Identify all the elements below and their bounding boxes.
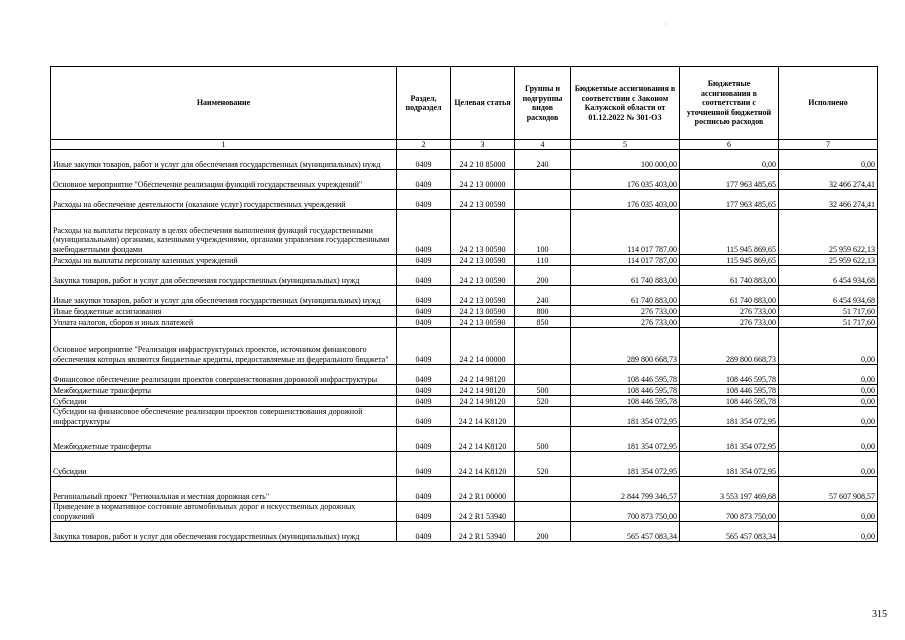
table-row bbox=[51, 266, 878, 286]
row-expense-group: 800 bbox=[515, 306, 571, 317]
row-expense-group: 240 bbox=[515, 286, 571, 306]
row-section: 0409 bbox=[397, 365, 451, 385]
budget-table-sheet bbox=[50, 66, 877, 542]
row-target-article: 24 2 14 00000 bbox=[451, 328, 515, 365]
row-plan-amount: 115 945 869,65 bbox=[680, 255, 779, 266]
row-executed-amount: 57 607 908,57 bbox=[779, 477, 878, 502]
table-row bbox=[51, 477, 878, 502]
table-row bbox=[51, 365, 878, 385]
row-expense-group bbox=[515, 190, 571, 210]
row-law-amount: 108 446 595,78 bbox=[571, 365, 680, 385]
row-law-amount: 100 000,00 bbox=[571, 150, 680, 170]
row-section: 0409 bbox=[397, 396, 451, 407]
row-expense-group bbox=[515, 170, 571, 190]
row-executed-amount: 0,00 bbox=[779, 502, 878, 522]
row-plan-amount: 177 963 485,65 bbox=[680, 170, 779, 190]
row-law-amount: 108 446 595,78 bbox=[571, 396, 680, 407]
header-target-article: Целевая статья bbox=[451, 67, 515, 140]
row-target-article: 24 2 14 K8120 bbox=[451, 452, 515, 477]
row-target-article: 24 2 R1 53940 bbox=[451, 502, 515, 522]
row-plan-amount: 276 733,00 bbox=[680, 306, 779, 317]
row-name: Иные закупки товаров, работ и услуг для обеспечения государственных (муниципальных) нужд bbox=[51, 150, 397, 170]
column-number: 3 bbox=[451, 140, 515, 150]
row-plan-amount: 61 740 883,00 bbox=[680, 286, 779, 306]
row-name: Субсидии bbox=[51, 452, 397, 477]
row-section: 0409 bbox=[397, 150, 451, 170]
row-law-amount: 181 354 072,95 bbox=[571, 427, 680, 452]
table-row bbox=[51, 286, 878, 306]
row-plan-amount: 61 740 883,00 bbox=[680, 266, 779, 286]
table-row bbox=[51, 210, 878, 255]
table-row bbox=[51, 306, 878, 317]
row-section: 0409 bbox=[397, 427, 451, 452]
table-row bbox=[51, 385, 878, 396]
row-plan-amount: 108 446 595,78 bbox=[680, 396, 779, 407]
row-plan-amount: 3 553 197 469,68 bbox=[680, 477, 779, 502]
row-executed-amount: 0,00 bbox=[779, 150, 878, 170]
row-law-amount: 289 800 668,73 bbox=[571, 328, 680, 365]
row-law-amount: 61 740 883,00 bbox=[571, 266, 680, 286]
row-name: Иные закупки товаров, работ и услуг для обеспечения государственных (муниципальных) нужд bbox=[51, 286, 397, 306]
column-number: 4 bbox=[515, 140, 571, 150]
row-section: 0409 bbox=[397, 522, 451, 542]
row-executed-amount: 0,00 bbox=[779, 427, 878, 452]
row-section: 0409 bbox=[397, 255, 451, 266]
table-row bbox=[51, 328, 878, 365]
row-executed-amount: 51 717,60 bbox=[779, 306, 878, 317]
row-law-amount: 114 017 787,00 bbox=[571, 255, 680, 266]
row-plan-amount: 181 354 072,95 bbox=[680, 407, 779, 427]
row-section: 0409 bbox=[397, 190, 451, 210]
row-law-amount: 700 873 750,00 bbox=[571, 502, 680, 522]
row-name: Межбюджетные трансферты bbox=[51, 385, 397, 396]
row-expense-group bbox=[515, 477, 571, 502]
header-name: Наименование bbox=[51, 67, 397, 140]
row-expense-group: 850 bbox=[515, 317, 571, 328]
row-expense-group: 500 bbox=[515, 427, 571, 452]
row-target-article: 24 2 13 00590 bbox=[451, 286, 515, 306]
table-row bbox=[51, 427, 878, 452]
table-row bbox=[51, 502, 878, 522]
row-plan-amount: 177 963 485,65 bbox=[680, 190, 779, 210]
row-executed-amount: 32 466 274,41 bbox=[779, 170, 878, 190]
row-section: 0409 bbox=[397, 306, 451, 317]
row-target-article: 24 2 14 K8120 bbox=[451, 407, 515, 427]
column-number: 2 bbox=[397, 140, 451, 150]
row-law-amount: 114 017 787,00 bbox=[571, 210, 680, 255]
row-law-amount: 108 446 595,78 bbox=[571, 385, 680, 396]
row-target-article: 24 2 R1 53940 bbox=[451, 522, 515, 542]
row-plan-amount: 108 446 595,78 bbox=[680, 365, 779, 385]
row-section: 0409 bbox=[397, 328, 451, 365]
row-section: 0409 bbox=[397, 502, 451, 522]
row-target-article: 24 2 13 00590 bbox=[451, 266, 515, 286]
row-target-article: 24 2 13 00590 bbox=[451, 255, 515, 266]
row-name: Субсидии на финансовое обеспечение реализации проектов совершенствования дорожной инфраструктуры bbox=[51, 407, 397, 427]
row-section: 0409 bbox=[397, 477, 451, 502]
table-row bbox=[51, 255, 878, 266]
table-row bbox=[51, 396, 878, 407]
page-number: 315 bbox=[872, 609, 887, 620]
row-expense-group: 500 bbox=[515, 385, 571, 396]
row-executed-amount: 0,00 bbox=[779, 407, 878, 427]
row-expense-group bbox=[515, 365, 571, 385]
row-executed-amount: 25 959 622,13 bbox=[779, 255, 878, 266]
row-section: 0409 bbox=[397, 317, 451, 328]
column-number: 1 bbox=[51, 140, 397, 150]
row-law-amount: 276 733,00 bbox=[571, 317, 680, 328]
budget-execution-table bbox=[50, 66, 878, 542]
row-target-article: 24 2 13 00000 bbox=[451, 170, 515, 190]
row-expense-group: 240 bbox=[515, 150, 571, 170]
row-expense-group: 110 bbox=[515, 255, 571, 266]
row-target-article: 24 2 14 98120 bbox=[451, 396, 515, 407]
header-expense-group: Группы и подгруппы видов расходов bbox=[515, 67, 571, 140]
row-expense-group bbox=[515, 328, 571, 365]
row-section: 0409 bbox=[397, 385, 451, 396]
column-number: 6 bbox=[680, 140, 779, 150]
row-executed-amount: 0,00 bbox=[779, 328, 878, 365]
row-section: 0409 bbox=[397, 170, 451, 190]
scan-mark: · bbox=[664, 20, 667, 29]
row-name: Межбюджетные трансферты bbox=[51, 427, 397, 452]
row-section: 0409 bbox=[397, 210, 451, 255]
row-name: Иные бюджетные ассигнования bbox=[51, 306, 397, 317]
row-name: Основное мероприятие "Реализация инфраструктурных проектов, источником финансового обеспечения которых являются бюджетные кредиты, предоставляемые из федерального бюджета" bbox=[51, 328, 397, 365]
row-executed-amount: 0,00 bbox=[779, 522, 878, 542]
row-executed-amount: 0,00 bbox=[779, 385, 878, 396]
row-executed-amount: 51 717,60 bbox=[779, 317, 878, 328]
row-law-amount: 565 457 083,34 bbox=[571, 522, 680, 542]
row-section: 0409 bbox=[397, 407, 451, 427]
row-expense-group: 100 bbox=[515, 210, 571, 255]
column-number-row bbox=[51, 140, 878, 150]
row-executed-amount: 0,00 bbox=[779, 452, 878, 477]
table-row bbox=[51, 190, 878, 210]
header-section: Раздел, подраздел bbox=[397, 67, 451, 140]
row-executed-amount: 0,00 bbox=[779, 365, 878, 385]
row-law-amount: 176 035 403,00 bbox=[571, 190, 680, 210]
row-plan-amount: 115 945 869,65 bbox=[680, 210, 779, 255]
table-row bbox=[51, 452, 878, 477]
row-expense-group: 520 bbox=[515, 452, 571, 477]
row-expense-group: 520 bbox=[515, 396, 571, 407]
row-target-article: 24 2 13 00590 bbox=[451, 210, 515, 255]
row-executed-amount: 6 454 934,68 bbox=[779, 286, 878, 306]
row-plan-amount: 289 800 668,73 bbox=[680, 328, 779, 365]
row-name: Расходы на выплаты персоналу в целях обеспечения выполнения функций государственными (муниципальными) органами, казенными учреждениями, органами управления государственными внебюджетными фондами bbox=[51, 210, 397, 255]
row-plan-amount: 108 446 595,78 bbox=[680, 385, 779, 396]
table-row bbox=[51, 170, 878, 190]
table-row bbox=[51, 150, 878, 170]
header-refined-allocations: Бюджетные ассигнования в соответствии с уточненной бюджетной росписью расходов bbox=[680, 67, 779, 140]
row-plan-amount: 700 873 750,00 bbox=[680, 502, 779, 522]
row-plan-amount: 181 354 072,95 bbox=[680, 452, 779, 477]
table-row bbox=[51, 317, 878, 328]
row-name: Уплата налогов, сборов и иных платежей bbox=[51, 317, 397, 328]
row-target-article: 24 2 13 00590 bbox=[451, 306, 515, 317]
column-number: 5 bbox=[571, 140, 680, 150]
row-law-amount: 61 740 883,00 bbox=[571, 286, 680, 306]
table-row bbox=[51, 407, 878, 427]
row-name: Закупка товаров, работ и услуг для обеспечения государственных (муниципальных) нужд bbox=[51, 522, 397, 542]
row-law-amount: 181 354 072,95 bbox=[571, 407, 680, 427]
row-name: Расходы на выплаты персоналу казенных учреждений bbox=[51, 255, 397, 266]
row-name: Расходы на обеспечение деятельности (оказание услуг) государственных учреждений bbox=[51, 190, 397, 210]
row-law-amount: 176 035 403,00 bbox=[571, 170, 680, 190]
row-executed-amount: 0,00 bbox=[779, 396, 878, 407]
table-row bbox=[51, 522, 878, 542]
row-target-article: 24 2 13 00590 bbox=[451, 317, 515, 328]
row-executed-amount: 32 466 274,41 bbox=[779, 190, 878, 210]
row-section: 0409 bbox=[397, 286, 451, 306]
row-target-article: 24 2 14 98120 bbox=[451, 385, 515, 396]
row-name: Субсидии bbox=[51, 396, 397, 407]
header-law-allocations: Бюджетные ассигнования в соответствии с Законом Калужской области от 01.12.2022 № 301-ОЗ bbox=[571, 67, 680, 140]
row-plan-amount: 565 457 083,34 bbox=[680, 522, 779, 542]
row-target-article: 24 2 R1 00000 bbox=[451, 477, 515, 502]
row-name: Региональный проект "Региональная и местная дорожная сеть" bbox=[51, 477, 397, 502]
column-number: 7 bbox=[779, 140, 878, 150]
row-executed-amount: 6 454 934,68 bbox=[779, 266, 878, 286]
row-expense-group: 200 bbox=[515, 522, 571, 542]
row-law-amount: 2 844 799 346,57 bbox=[571, 477, 680, 502]
row-name: Закупка товаров, работ и услуг для обеспечения государственных (муниципальных) нужд bbox=[51, 266, 397, 286]
row-law-amount: 276 733,00 bbox=[571, 306, 680, 317]
row-target-article: 24 2 14 98120 bbox=[451, 365, 515, 385]
row-target-article: 24 2 13 00590 bbox=[451, 190, 515, 210]
row-plan-amount: 276 733,00 bbox=[680, 317, 779, 328]
row-expense-group: 200 bbox=[515, 266, 571, 286]
row-expense-group bbox=[515, 502, 571, 522]
row-plan-amount: 0,00 bbox=[680, 150, 779, 170]
row-name: Финансовое обеспечение реализации проектов совершенствования дорожной инфраструктуры bbox=[51, 365, 397, 385]
row-law-amount: 181 354 072,95 bbox=[571, 452, 680, 477]
header-executed: Исполнено bbox=[779, 67, 878, 140]
row-target-article: 24 2 10 85000 bbox=[451, 150, 515, 170]
row-plan-amount: 181 354 072,95 bbox=[680, 427, 779, 452]
table-header-row bbox=[51, 67, 878, 140]
row-executed-amount: 25 959 622,13 bbox=[779, 210, 878, 255]
row-name: Основное мероприятие "Обеспечение реализации функций государственных учреждений" bbox=[51, 170, 397, 190]
row-target-article: 24 2 14 K8120 bbox=[451, 427, 515, 452]
row-expense-group bbox=[515, 407, 571, 427]
row-name: Приведение в нормативное состояние автомобильных дорог и искусственных дорожных сооружений bbox=[51, 502, 397, 522]
row-section: 0409 bbox=[397, 452, 451, 477]
row-section: 0409 bbox=[397, 266, 451, 286]
